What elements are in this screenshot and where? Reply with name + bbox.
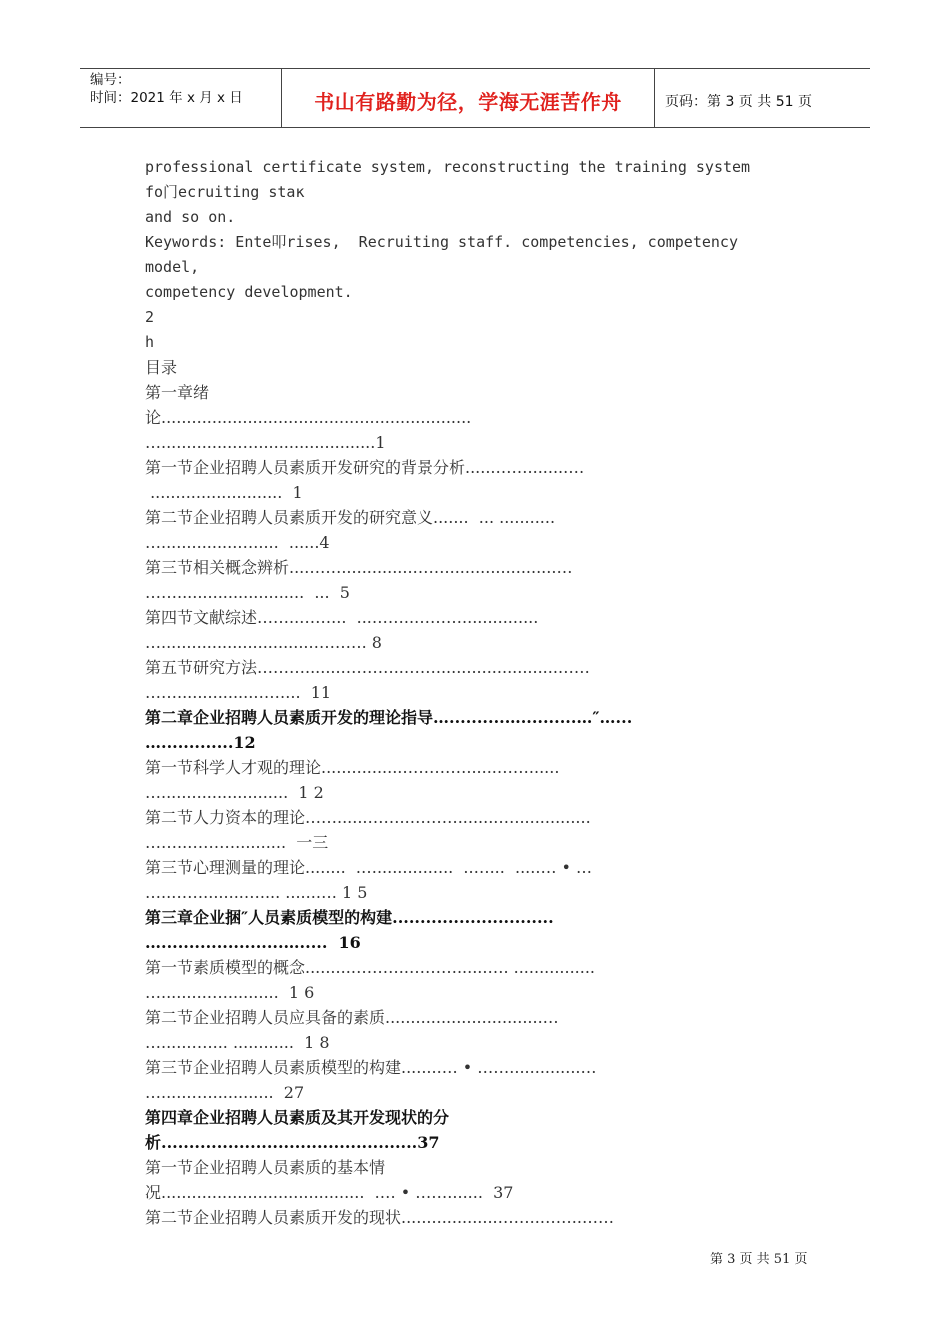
header-motto: 书山有路勤为径，学海无涯苦作舟	[282, 69, 655, 127]
page-header	[80, 68, 870, 128]
toc-line: 第二节人力资本的理论……......……..………........…...............	[145, 808, 591, 827]
toc-line: ……...............……... 11	[145, 683, 332, 702]
header-meta	[80, 69, 282, 127]
toc-line: …..……........….... ......…. 1 5	[145, 883, 368, 902]
toc-line: 况........................................ .… • ……....... 37	[145, 1183, 514, 1202]
toc-line: …......................... 1 2	[145, 783, 324, 802]
toc-line: …...............…........................1	[145, 433, 386, 452]
toc-line: 第一节素质模型的概念.........………..………......…. ................	[145, 958, 596, 977]
toc-line: 第三节心理测量的理论........ .…............... ..…... .....… • …	[145, 858, 593, 877]
abstract-line: 2	[145, 308, 155, 326]
toc-line: 第五节研究方法………........………..……........................……	[145, 658, 590, 677]
toc-line: 第三章企业捆″人员素质模型的构建.............................	[145, 908, 554, 927]
abstract-line: professional certificate system, reconstructing the training system	[145, 158, 751, 176]
document-body	[145, 155, 825, 1230]
toc-line: 第一节企业招聘人员素质开发研究的背景分析......……........…	[145, 458, 585, 477]
abstract-line: h	[145, 333, 155, 351]
toc-line: 第二节企业招聘人员素质开发的现状...................……..……..……	[145, 1208, 614, 1227]
number-label: 编号：	[90, 72, 131, 88]
header-page-label: 页码：第 3 页 共 51 页	[665, 94, 812, 110]
toc-line: …......................…..... 16	[145, 933, 361, 952]
abstract-line: model,	[145, 258, 200, 276]
toc-line: 第一章绪	[145, 383, 210, 402]
date-label: 时间：2021 年 x 月 x 日	[90, 90, 243, 106]
toc-line: 第四节文献综述……..……... ...……..………...............	[145, 608, 539, 627]
toc-line: 目录	[145, 358, 178, 377]
toc-line: 第一节企业招聘人员素质的基本情	[145, 1158, 386, 1177]
toc-line: …...............…..... ......4	[145, 533, 330, 552]
page-footer: 第 3 页 共 51 页	[710, 1252, 808, 1267]
toc-line: 第四章企业招聘人员素质及其开发现状的分	[145, 1108, 450, 1127]
toc-line: .......................... 1	[145, 483, 303, 502]
toc-line: …......….... ............ 1 8	[145, 1033, 330, 1052]
abstract-line: Keywords: Ente叩rises, Recruiting staff. competencies, competency	[145, 233, 738, 251]
toc-line: ……..……….......... 一三	[145, 833, 329, 852]
toc-line: ….............12	[145, 733, 256, 752]
toc-line: 析..............................................37	[145, 1133, 440, 1152]
toc-line: 第二节企业招聘人员应具备的素质...............................…	[145, 1008, 559, 1027]
abstract-line: and so on.	[145, 208, 236, 226]
abstract-line: fo门ecruiting staκ	[145, 183, 305, 201]
toc-line: 论.............................................................	[145, 408, 472, 427]
toc-line: 第二章企业招聘人员素质开发的理论指导…..........…..........…″…...	[145, 708, 633, 727]
toc-line: …..............................………. 8	[145, 633, 382, 652]
toc-line: 第三节相关概念辨析....……..............……......................…	[145, 558, 573, 577]
toc-line: …......…............. 27	[145, 1083, 305, 1102]
toc-line: 第二节企业招聘人员素质开发的研究意义....... ... ...........	[145, 508, 556, 527]
toc-line: 第一节科学人才观的理论................…………......……......	[145, 758, 560, 777]
toc-line: ……......................... ... 5	[145, 583, 350, 602]
abstract-line: competency development.	[145, 283, 353, 301]
toc-line: 第三节企业招聘人员素质模型的构建........… • ……..............…	[145, 1058, 597, 1077]
toc-line: ….........…........... 1 6	[145, 983, 315, 1002]
